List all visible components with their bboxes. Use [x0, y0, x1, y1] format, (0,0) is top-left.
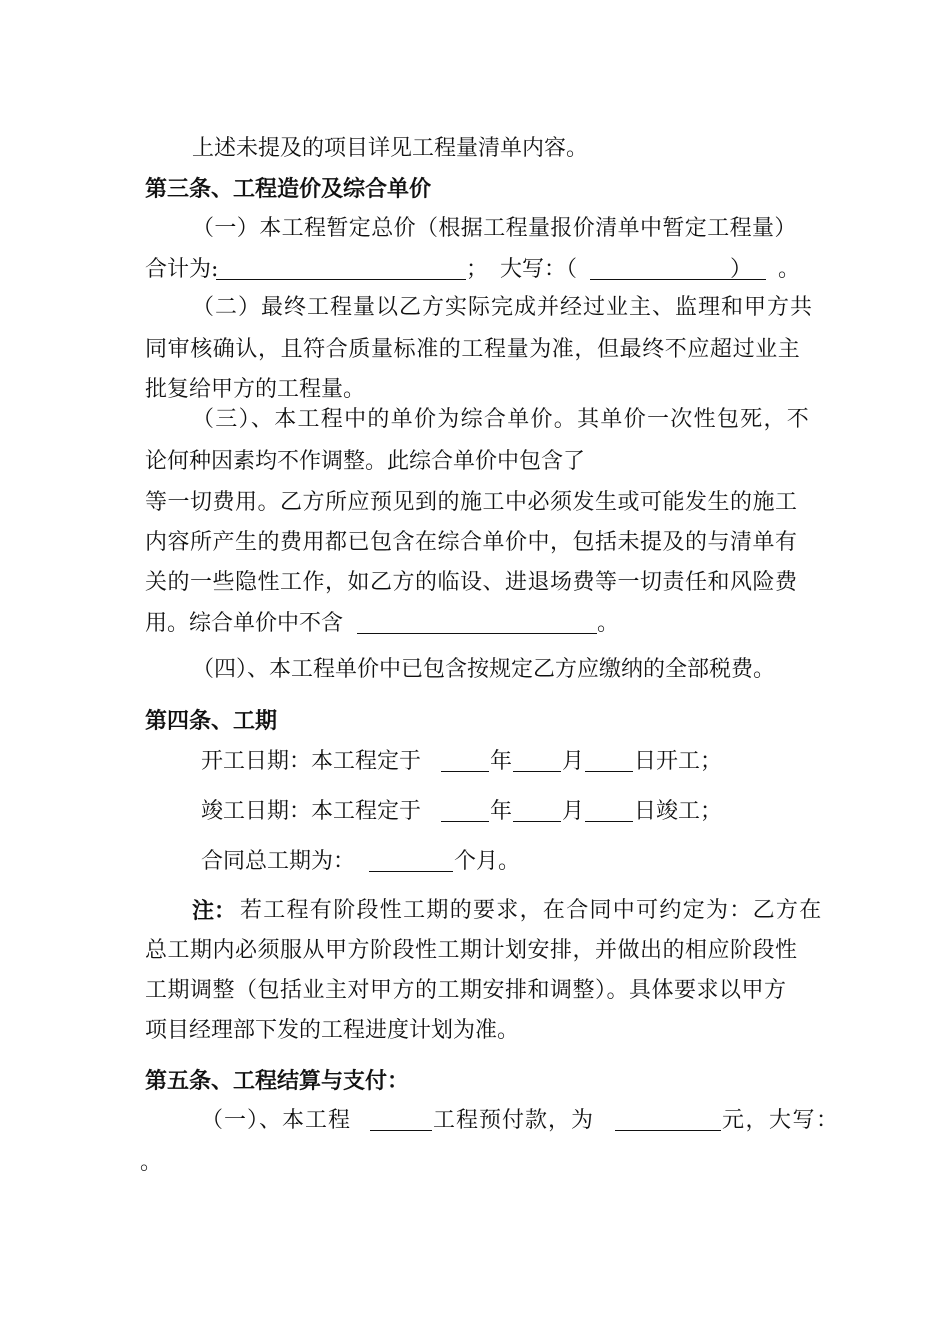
heading-text: 第四条、工期 — [145, 708, 278, 734]
year-label: 年 — [490, 799, 513, 824]
text: 。 — [140, 1150, 163, 1175]
note-label: 注： — [192, 898, 237, 924]
exclusion-blank[interactable] — [357, 611, 597, 634]
text: 用。综合单价中不含 — [145, 611, 344, 636]
text: 同审核确认，且符合质量标准的工程量为准，但最终不应超过业主 — [145, 337, 801, 362]
text: 论何种因素均不作调整。此综合单价中包含了 — [145, 449, 586, 474]
heading-text: 第三条、工程造价及综合单价 — [145, 176, 432, 202]
text: 关的一些隐性工作，如乙方的临设、进退场费等一切责任和风险费 — [145, 570, 798, 595]
text: 项目经理部下发的工程进度计划为准。 — [145, 1018, 520, 1043]
text: （一）、本工程 — [201, 1108, 352, 1133]
text: 批复给甲方的工程量。 — [145, 377, 366, 402]
text: 开工日期：本工程定于 — [201, 749, 422, 774]
project-blank[interactable] — [370, 1108, 432, 1131]
text: （一）本工程暂定总价（根据工程量报价清单中暂定工程量） — [192, 216, 797, 241]
start-month-blank[interactable] — [513, 749, 561, 772]
month-label: 月 — [562, 749, 585, 774]
text: 工期调整（包括业主对甲方的工期安排和调整）。具体要求以甲方 — [145, 978, 787, 1003]
text: （二）最终工程量以乙方实际完成并经过业主、监理和甲方共 — [192, 295, 814, 320]
total-months-blank[interactable] — [369, 849, 453, 872]
day-label: 日开工； — [634, 749, 723, 774]
heading-text: 第五条、工程结算与支付： — [145, 1068, 410, 1094]
text: 等一切费用。乙方所应预见到的施工中必须发生或可能发生的施工 — [145, 490, 798, 515]
end-year-blank[interactable] — [441, 799, 489, 822]
period: 。 — [778, 257, 801, 282]
start-year-blank[interactable] — [441, 749, 489, 772]
semicolon: ； — [466, 257, 489, 282]
advance-amount-blank[interactable] — [615, 1108, 721, 1131]
text: （四）、本工程单价中已包含按规定乙方应缴纳的全部税费。 — [192, 657, 776, 682]
text: 个月。 — [454, 849, 521, 874]
text: 上述未提及的项目详见工程量清单内容。 — [192, 136, 589, 161]
day-label: 日竣工； — [634, 799, 723, 824]
end-day-blank[interactable] — [585, 799, 633, 822]
total-amount-blank[interactable] — [216, 257, 466, 280]
text: 工程预付款，为 — [433, 1108, 595, 1133]
month-label: 月 — [562, 799, 585, 824]
text: 元，大写： — [722, 1108, 840, 1133]
total-label: 合计为: — [145, 257, 219, 282]
text: 竣工日期：本工程定于 — [201, 799, 422, 824]
start-day-blank[interactable] — [585, 749, 633, 772]
text: 内容所产生的费用都已包含在综合单价中，包括未提及的与清单有 — [145, 530, 798, 555]
close-paren: ） — [730, 257, 753, 282]
text: 若工程有阶段性工期的要求，在合同中可约定为：乙方在 — [240, 898, 823, 923]
text: 合同总工期为： — [201, 849, 356, 874]
end-month-blank[interactable] — [513, 799, 561, 822]
capital-label: 大写：（ — [500, 257, 578, 282]
year-label: 年 — [490, 749, 513, 774]
period: 。 — [597, 611, 620, 636]
text: （三）、本工程中的单价为综合单价。其单价一次性包死，不 — [192, 407, 811, 432]
text: 总工期内必须服从甲方阶段性工期计划安排，并做出的相应阶段性 — [145, 938, 798, 963]
